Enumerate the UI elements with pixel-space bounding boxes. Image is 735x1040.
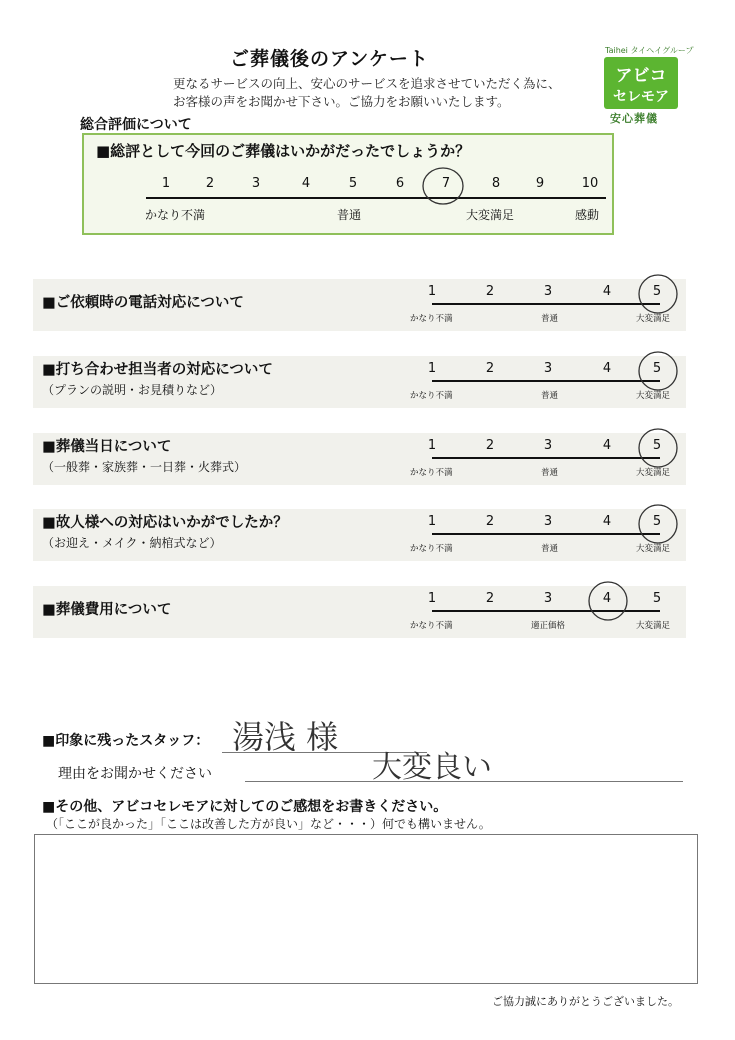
comment-textarea[interactable]	[34, 834, 698, 984]
question-1-option-3[interactable]: 3	[543, 284, 553, 299]
overall-label-mid: 普通	[337, 208, 362, 222]
question-subtitle-3: （一般葬・家族葬・一日葬・火葬式）	[42, 460, 247, 474]
question-scale-line-3	[432, 457, 660, 459]
question-1-option-5[interactable]: 5	[652, 284, 662, 299]
question-scale-line-4	[432, 533, 660, 535]
overall-section-heading: 総合評価について	[80, 117, 192, 133]
question-2-option-3[interactable]: 3	[543, 361, 553, 376]
question-5-option-5[interactable]: 5	[652, 591, 662, 606]
overall-label-low: かなり不満	[145, 208, 206, 222]
question-2-label-3: 大変満足	[636, 391, 671, 401]
question-2-selection-circle	[633, 348, 683, 394]
group-logo: Taihei タイヘイグループ	[605, 46, 694, 55]
question-4-label-3: 大変満足	[636, 544, 671, 554]
question-scale-line-2	[432, 380, 660, 382]
overall-scale-6[interactable]: 6	[395, 176, 405, 191]
question-3-label-3: 大変満足	[636, 468, 671, 478]
question-1-label-2: 普通	[541, 314, 559, 324]
overall-scale-line	[146, 197, 606, 199]
question-1-label-3: 大変満足	[636, 314, 671, 324]
question-5-label-1: かなり不満	[410, 621, 453, 631]
question-title-4: ■故人様への対応はいかがでしたか？	[42, 515, 288, 531]
question-2-option-5[interactable]: 5	[652, 361, 662, 376]
question-scale-line-1	[432, 303, 660, 305]
question-3-option-2[interactable]: 2	[485, 438, 495, 453]
question-5-selection-circle	[583, 578, 633, 624]
overall-scale-5[interactable]: 5	[348, 176, 358, 191]
question-1-option-4[interactable]: 4	[602, 284, 612, 299]
overall-scale-1[interactable]: 1	[161, 176, 171, 191]
question-5-label-2: 適正価格	[531, 621, 566, 631]
staff-name-answer[interactable]: 湯浅 様	[232, 718, 339, 756]
overall-scale-9[interactable]: 9	[535, 176, 545, 191]
comment-question: ■その他、アビコセレモアに対してのご感想をお書きください。	[42, 799, 448, 815]
question-5-option-4[interactable]: 4	[602, 591, 612, 606]
intro-line-2: お客様の声をお聞かせ下さい。ご協力をお願いいたします。	[173, 94, 510, 109]
question-3-label-1: かなり不満	[410, 468, 453, 478]
company-logo	[604, 57, 678, 109]
question-title-2: ■打ち合わせ担当者の対応について	[42, 362, 273, 378]
logo-line-2: セレモア	[613, 89, 669, 105]
question-title-3: ■葬儀当日について	[42, 439, 172, 455]
question-4-option-4[interactable]: 4	[602, 514, 612, 529]
question-5-label-3: 大変満足	[636, 621, 671, 631]
question-title-5: ■葬儀費用について	[42, 602, 172, 618]
overall-question: ■総評として今回のご葬儀はいかがだったでしょうか？	[96, 142, 471, 160]
staff-reason-answer[interactable]: 大変良い	[372, 750, 492, 785]
survey-title: ご葬儀後のアンケート	[230, 48, 429, 70]
question-subtitle-4: （お迎え・メイク・納棺式など）	[42, 536, 222, 550]
staff-reason-label: 理由をお聞かせください	[58, 766, 212, 782]
intro-line-1: 更なるサービスの向上、安心のサービスを追求させていただく為に、	[173, 76, 561, 91]
question-2-label-2: 普通	[541, 391, 559, 401]
logo-subtitle: 安心葬儀	[610, 112, 658, 125]
question-3-option-4[interactable]: 4	[602, 438, 612, 453]
question-4-selection-circle	[633, 501, 683, 547]
question-5-option-2[interactable]: 2	[485, 591, 495, 606]
question-1-label-1: かなり不満	[410, 314, 453, 324]
overall-label-high: 大変満足	[466, 208, 515, 222]
overall-label-top: 感動	[575, 208, 600, 222]
question-2-option-2[interactable]: 2	[485, 361, 495, 376]
question-3-option-1[interactable]: 1	[427, 438, 437, 453]
thank-you-footer: ご協力誠にありがとうございました。	[492, 995, 679, 1008]
overall-scale-3[interactable]: 3	[251, 176, 261, 191]
question-2-option-4[interactable]: 4	[602, 361, 612, 376]
question-4-option-5[interactable]: 5	[652, 514, 662, 529]
question-3-label-2: 普通	[541, 468, 559, 478]
comment-hint: （「ここが良かった」「ここは改善した方が良い」など・・・）何でも構いません。	[46, 817, 491, 831]
question-3-option-5[interactable]: 5	[652, 438, 662, 453]
question-2-option-1[interactable]: 1	[427, 361, 437, 376]
question-4-option-3[interactable]: 3	[543, 514, 553, 529]
question-3-option-3[interactable]: 3	[543, 438, 553, 453]
overall-scale-8[interactable]: 8	[491, 176, 501, 191]
question-4-label-2: 普通	[541, 544, 559, 554]
overall-scale-10[interactable]: 10	[581, 176, 599, 191]
question-title-1: ■ご依頼時の電話対応について	[42, 295, 244, 311]
question-subtitle-2: （プランの説明・お見積りなど）	[42, 383, 223, 397]
overall-selection-circle	[418, 165, 468, 209]
question-2-label-1: かなり不満	[410, 391, 453, 401]
question-1-option-2[interactable]: 2	[485, 284, 495, 299]
overall-scale-7[interactable]: 7	[441, 176, 451, 191]
overall-scale-2[interactable]: 2	[205, 176, 215, 191]
question-4-option-2[interactable]: 2	[485, 514, 495, 529]
question-4-option-1[interactable]: 1	[427, 514, 437, 529]
overall-scale-4[interactable]: 4	[301, 176, 311, 191]
question-1-selection-circle	[633, 271, 683, 317]
logo-line-1: アビコ	[615, 66, 667, 86]
question-4-label-1: かなり不満	[410, 544, 453, 554]
question-5-option-1[interactable]: 1	[427, 591, 437, 606]
staff-question: ■印象に残ったスタッフ：	[42, 733, 210, 749]
question-3-selection-circle	[633, 425, 683, 471]
question-1-option-1[interactable]: 1	[427, 284, 437, 299]
question-5-option-3[interactable]: 3	[543, 591, 553, 606]
